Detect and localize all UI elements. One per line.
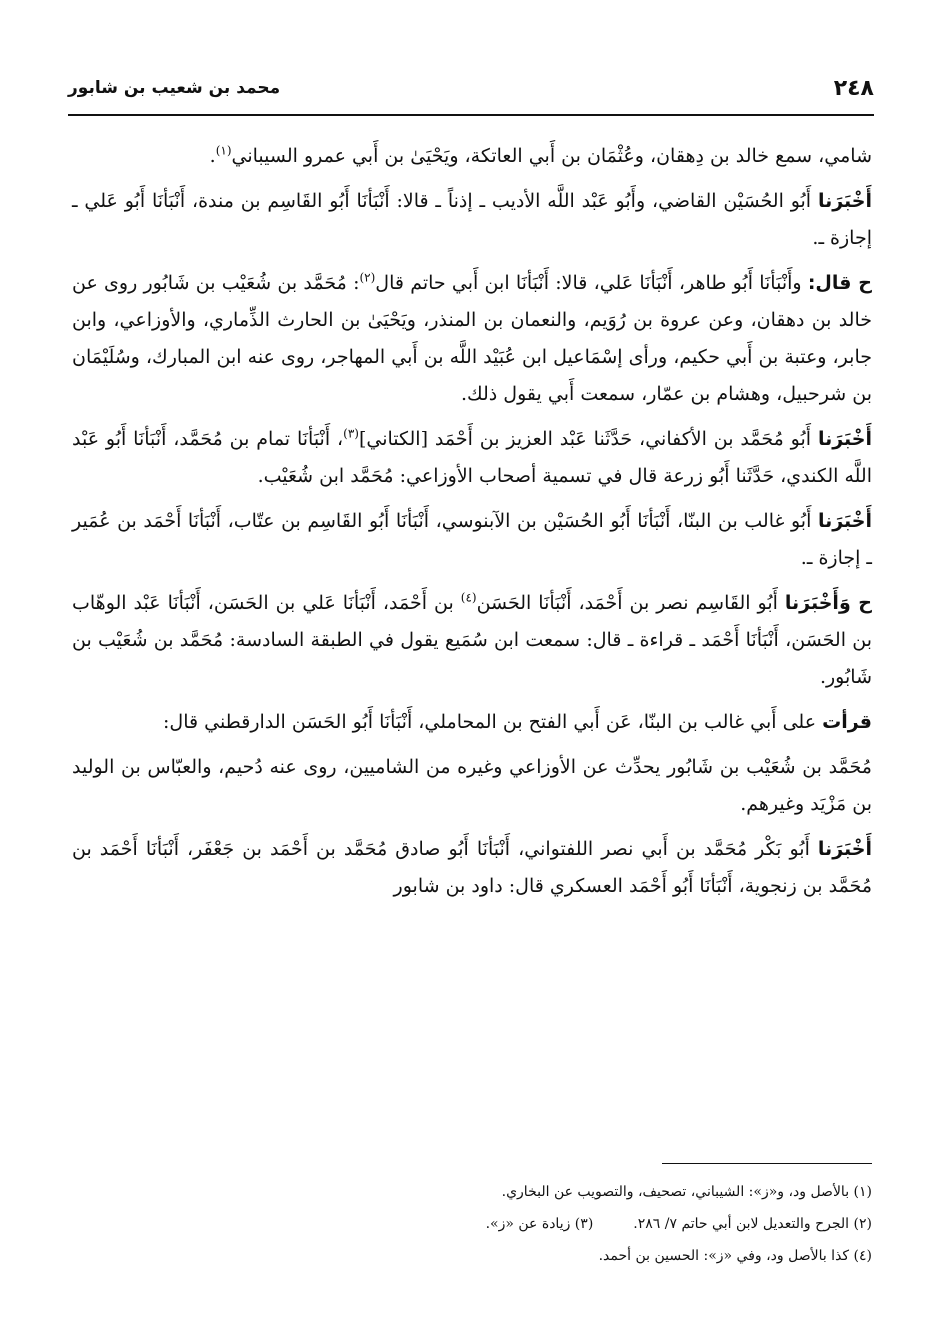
paragraph-3 — [72, 265, 872, 413]
paragraph-lead: أَخْبَرَنا — [817, 190, 873, 212]
paragraph-text: مُحَمَّد بن شُعَيْب بن شَابُور يحدِّث عن الأوزاعي وغيره من الشاميين، روى عنه دُحيم، والعبّاس بن الوليد بن مَزْيَد وغيرهم. — [72, 756, 872, 815]
paragraph-lead: ح وَأَخْبَرَنا — [784, 592, 872, 614]
paragraph-text-cont: : مُحَمَّد بن شُعَيْب بن شَابُور روى عن خالد بن دهقان، وعن عروة بن رُوَيم، والنعمان بن المنذر، ويَحْيَىٰ بن الحارث الذِّماري، والأوزاعي، وابن جابر، وعتبة بن أَبي حكيم، ورأى إسْمَاعيل ابن عُبَيْد اللَّه بن أَبي المهاجر، روى عنه ابن المبارك، وسُلَيْمَان بن شرحبيل، وهشام بن عمّار، سمعت أَبي يقول ذلك. — [72, 272, 872, 405]
page-header — [68, 72, 874, 112]
paragraph-text: أَبُو مُحَمَّد بن الأكفاني، حَدَّثَنا عَبْد العزيز بن أَحْمَد [الكتاني] — [358, 428, 812, 450]
paragraph-6 — [72, 585, 872, 696]
paragraph-text: أَبُو القَاسِم نصر بن أَحْمَد، أَنْبَأنَا الحَسَن — [476, 592, 778, 614]
footnote-ref: (٤) — [460, 590, 477, 605]
page-number: ٢٤٨ — [833, 76, 874, 101]
header-rule — [68, 114, 874, 116]
footnote-4: (٤) كذا بالأصل ود، وفي «ز»: الحسين بن أحمد. — [598, 1248, 872, 1264]
paragraph-lead: أَخْبَرَنا — [817, 510, 873, 532]
paragraph-lead: قرأت — [822, 711, 872, 733]
footnote-1: (١) بالأصل ود، و«ز»: الشيباني، تصحيف، والتصويب عن البخاري. — [501, 1184, 872, 1200]
paragraph-lead: أَخْبَرَنا — [817, 838, 872, 860]
paragraph-text: شامي، سمع خالد بن دِهقان، وعُثْمَان بن أَبي العاتكة، ويَحْيَىٰ بن أَبي عمرو السيباني — [231, 145, 872, 167]
paragraph-7 — [72, 704, 872, 741]
footnote-line-2 — [72, 1208, 872, 1240]
paragraph-text-cont: ، أَنْبَأنَا تمام بن مُحَمَّد، أَنْبَأنَا أَبُو عَبْد اللَّه الكندي، حَدَّثَنا أَبُو زرعة قال في تسمية أصحاب الأوزاعي: مُحَمَّد ابن شُعَيْب. — [72, 428, 872, 487]
main-text — [72, 138, 872, 913]
paragraph-text: أَبُو الحُسَيْن القاضي، وأَبُو عَبْد اللَّه الأديب ـ إذناً ـ قالا: أَنْبَأنَا أَبُو القَاسِم بن مندة، أَنْبَأنَا أَبُو عَلي ـ إجازة ـ. — [72, 190, 872, 249]
footnote-ref: (١) — [215, 143, 232, 158]
footnote-ref: (٣) — [343, 426, 359, 441]
paragraph-text-cont: بن أَحْمَد، أَنْبَأنَا عَلي بن الحَسَن، أَنْبَأنَا عَبْد الوهّاب بن الحَسَن، أَنْبَأنَا أَحْمَد ـ قراءة ـ قال: سمعت ابن سُمَيع يقول في الطبقة السادسة: مُحَمَّد بن شُعَيْب بن شَابُور. — [72, 592, 872, 688]
paragraph-9 — [72, 831, 872, 905]
paragraph-1 — [72, 138, 872, 175]
running-title: محمد بن شعيب بن شابور — [68, 78, 281, 98]
paragraph-text: وأَنْبَأنَا أَبُو طاهر، أَنْبَأنَا عَلي، قالا: أَنْبَأنَا ابن أَبي حاتم قال — [375, 272, 802, 294]
footnote-ref: (٢) — [359, 270, 376, 285]
paragraph-5 — [72, 503, 872, 577]
footnote-rule — [662, 1163, 872, 1164]
footnote-3: (٣) زيادة عن «ز». — [485, 1216, 594, 1232]
paragraph-8 — [72, 749, 872, 823]
footnotes — [72, 1176, 872, 1272]
paragraph-text: على أَبي غالب بن البنّا، عَن أَبي الفتح بن المحاملي، أَنْبَأنَا أَبُو الحَسَن الدارقطني قال: — [162, 711, 817, 733]
paragraph-end: . — [209, 145, 216, 167]
paragraph-text: أَبُو غالب بن البنّا، أَنْبَأنَا أَبُو الحُسَيْن بن الآبنوسي، أَنْبَأنَا أَبُو القَاسِم بن عتّاب، أَنْبَأنَا أَحْمَد بن عُمَير ـ إجازة ـ. — [72, 510, 872, 569]
paragraph-2 — [72, 183, 872, 257]
paragraph-text: أَبُو بَكْر مُحَمَّد بن أَبي نصر اللفتواني، أَنْبَأنَا أَبُو صادق مُحَمَّد بن أَحْمَد بن جَعْفَر، أَنْبَأنَا أَحْمَد بن مُحَمَّد بن زنجوية، أَنْبَأنَا أَبُو أَحْمَد العسكري قال: داود بن شابور — [72, 838, 872, 897]
paragraph-4 — [72, 421, 872, 495]
footnote-2: (٢) الجرح والتعديل لابن أبي حاتم ٧/ ٢٨٦. — [633, 1216, 872, 1232]
paragraph-lead: أَخْبَرَنا — [817, 428, 872, 450]
paragraph-lead: ح قال: — [807, 272, 872, 294]
